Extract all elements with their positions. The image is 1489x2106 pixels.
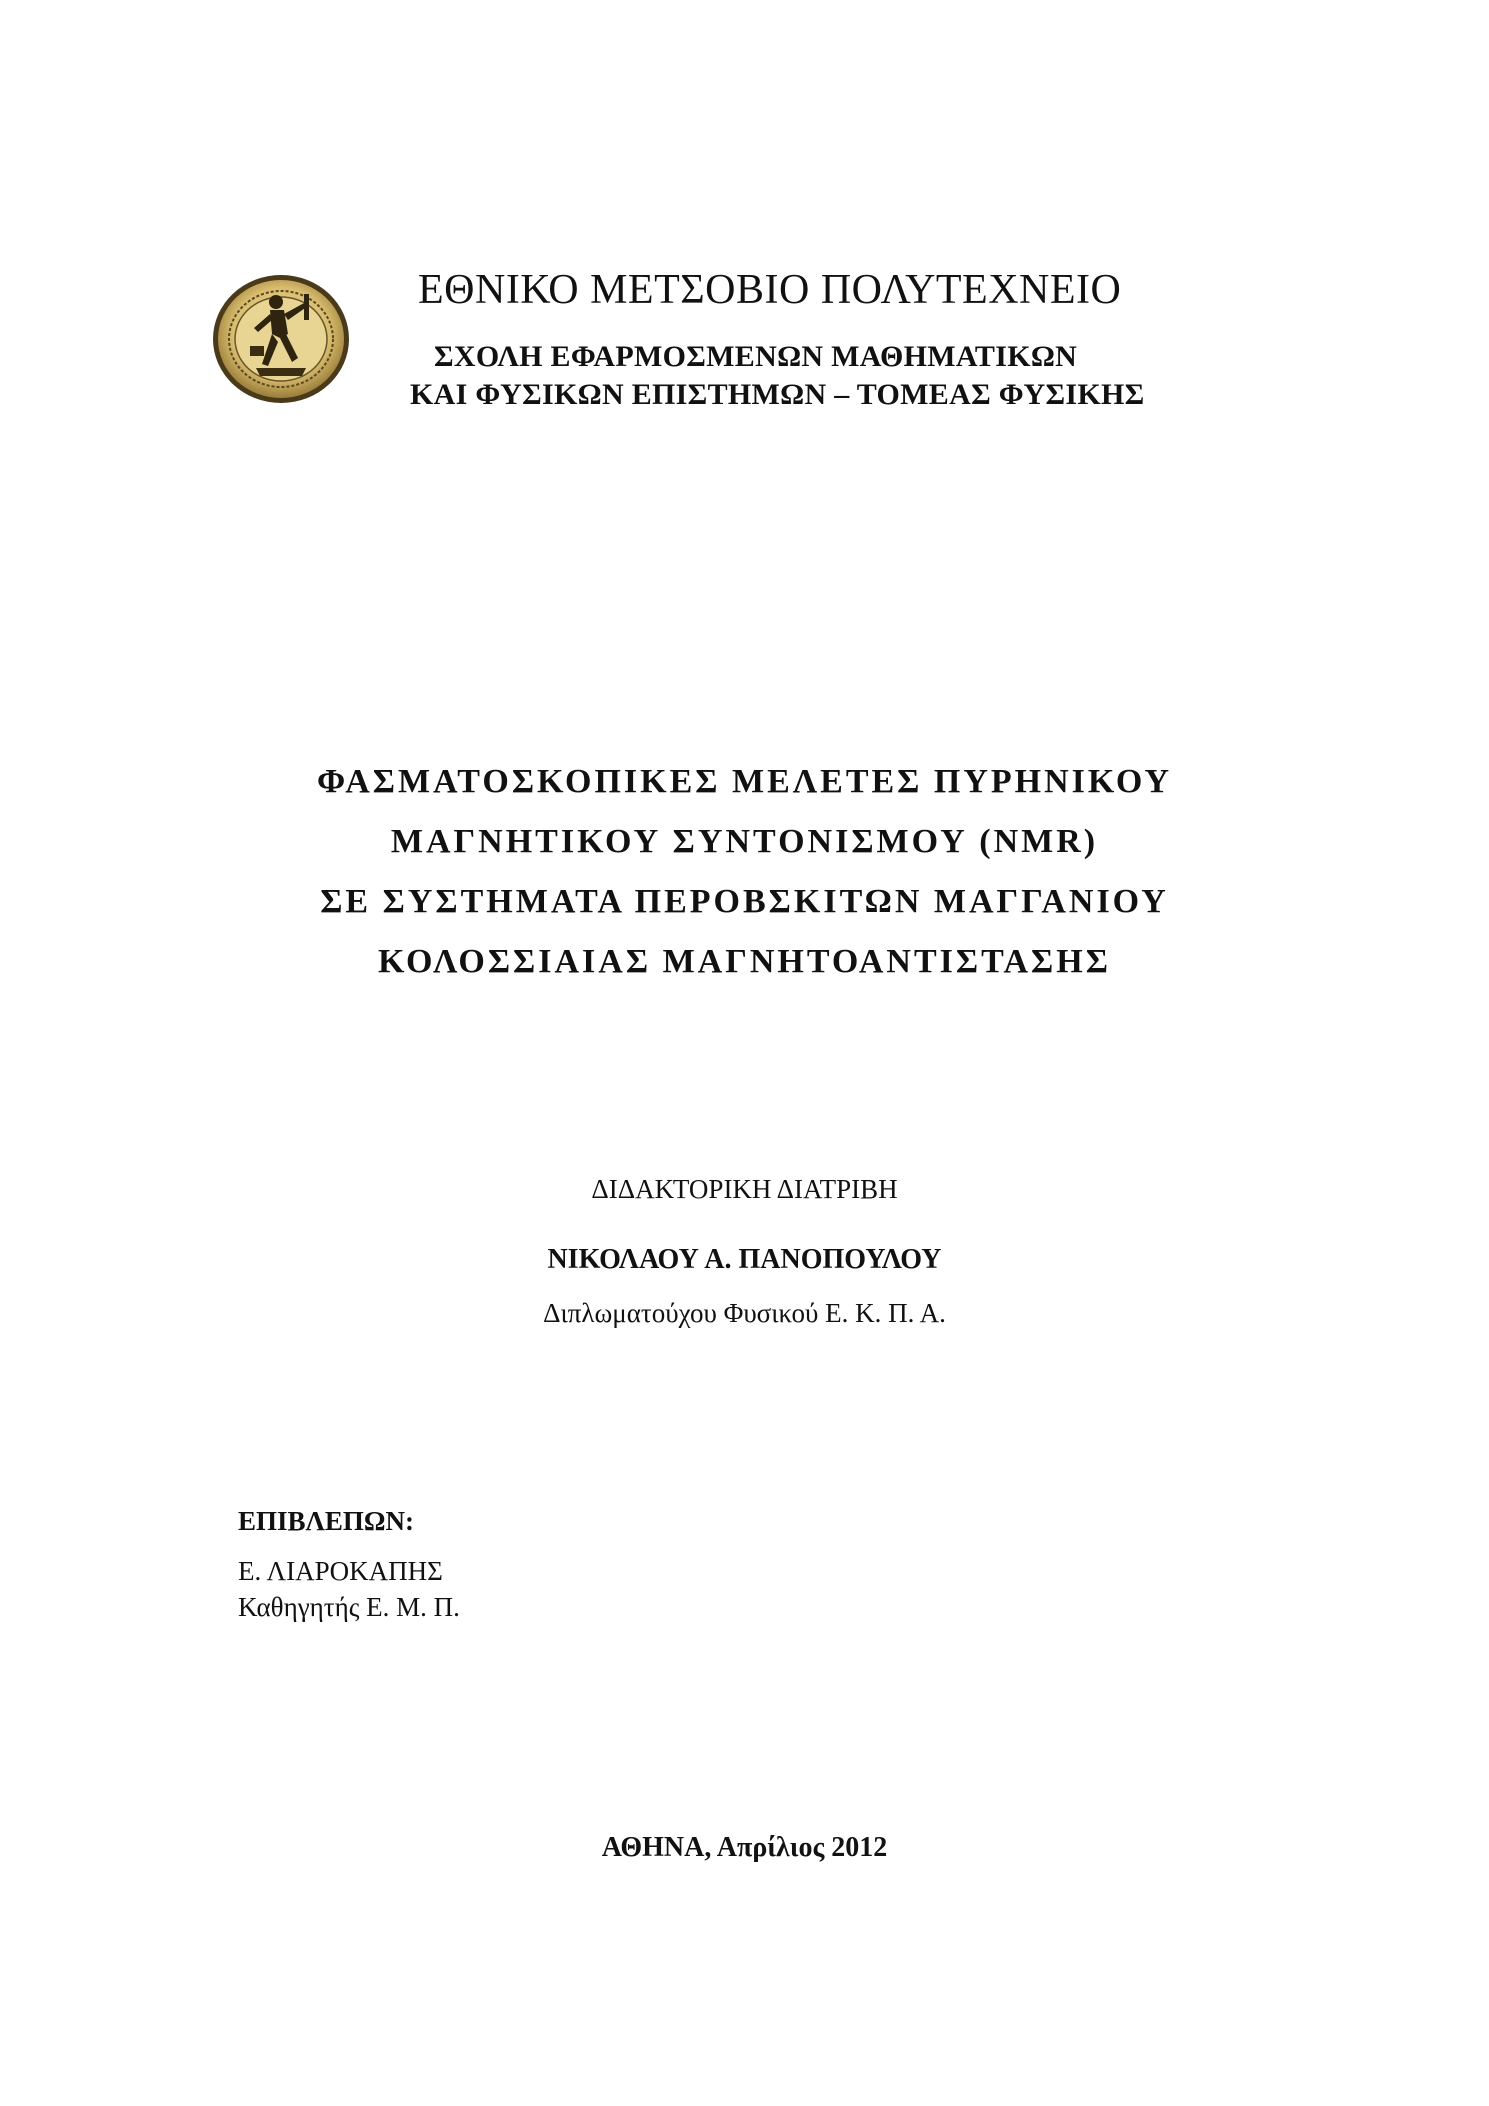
place-and-date: ΑΘΗΝΑ, Απρίλιος 2012 (601, 1832, 888, 1863)
school-name-line-2: ΚΑΙ ΦΥΣΙΚΩΝ ΕΠΙΣΤΗΜΩΝ – ΤΟΜΕΑΣ ΦΥΣΙΚΗΣ (410, 378, 1145, 411)
supervisor-name: Ε. ΛΙΑΡΟΚΑΠΗΣ (238, 1556, 443, 1586)
university-seal-icon (210, 272, 352, 406)
thesis-title-line: ΜΑΓΝΗΤΙΚΟΥ ΣΥΝΤΟΝΙΣΜΟΥ (NMR) (390, 823, 1099, 860)
supervisor-title: Καθηγητής Ε. Μ. Π. (238, 1592, 460, 1622)
thesis-title-line: ΣΕ ΣΥΣΤΗΜΑΤΑ ΠΕΡΟΒΣΚΙΤΩΝ ΜΑΓΓΑΝΙΟΥ (320, 883, 1169, 920)
thesis-type: ΔΙΔΑΚΤΟΡΙΚΗ ΔΙΑΤΡΙΒΗ (591, 1174, 898, 1204)
school-name-line-1: ΣΧΟΛΗ ΕΦΑΡΜΟΣΜΕΝΩΝ ΜΑΘΗΜΑΤΙΚΩΝ (434, 340, 1078, 373)
supervisor-label: ΕΠΙΒΛΕΠΩΝ: (238, 1506, 415, 1536)
thesis-title-line: ΦΑΣΜΑΤΟΣΚΟΠΙΚΕΣ ΜΕΛΕΤΕΣ ΠΥΡΗΝΙΚΟΥ (316, 763, 1173, 800)
author-degree: Διπλωματούχου Φυσικού Ε. Κ. Π. Α. (543, 1298, 946, 1328)
author-name: ΝΙΚΟΛΑΟΥ Α. ΠΑΝΟΠΟΥΛΟΥ (547, 1244, 942, 1275)
institution-name: ΕΘΝΙΚΟ ΜΕΤΣΟΒΙΟ ΠΟΛΥΤΕΧΝΕΙΟ (418, 267, 1122, 313)
thesis-title (0, 752, 1489, 992)
thesis-title-line: ΚΟΛΟΣΣΙΑΙΑΣ ΜΑΓΝΗΤΟΑΝΤΙΣΤΑΣΗΣ (378, 943, 1111, 980)
